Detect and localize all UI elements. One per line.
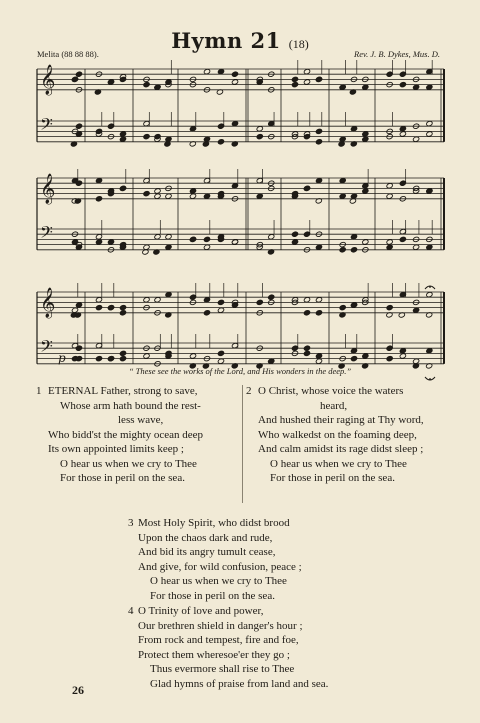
treble-clef-icon: 𝄞: [40, 288, 56, 318]
note-head: [362, 183, 369, 189]
note-head: [75, 71, 82, 77]
verse-line: Upon the chaos dark and rude,: [138, 531, 273, 544]
note-head: [268, 358, 275, 364]
note-head: [231, 183, 238, 189]
note-head: [217, 69, 224, 75]
note-head: [303, 69, 310, 75]
note-head: [426, 292, 433, 298]
note-head: [154, 84, 161, 90]
note-head: [217, 358, 224, 364]
note-head: [217, 139, 224, 145]
scripture-quote: “ These see the works of the Lord, and His wonders in the deep.”: [128, 366, 352, 376]
note-head: [203, 236, 210, 242]
note-head: [426, 84, 433, 90]
verse-line: heard,: [320, 399, 348, 412]
note-head: [303, 345, 310, 351]
note-head: [256, 193, 263, 199]
note-head: [386, 183, 393, 189]
note-head: [203, 193, 210, 199]
dynamic-mark: p: [58, 351, 66, 365]
note-head: [315, 178, 322, 184]
verse-1: [36, 384, 203, 486]
note-head: [107, 305, 114, 311]
note-head: [143, 82, 150, 88]
note-head: [399, 82, 406, 88]
verse-number: 2: [246, 385, 252, 397]
note-head: [268, 234, 275, 240]
note-head: [95, 297, 102, 303]
note-head: [413, 307, 420, 313]
note-head: [303, 185, 310, 191]
note-head: [165, 234, 172, 240]
verse-line: O hear us when we cry to Thee: [150, 575, 287, 587]
verse-number: 4: [128, 605, 134, 617]
verse-line: Who walkedst on the foaming deep,: [258, 428, 417, 441]
note-head: [119, 310, 126, 316]
fermata-dot: [429, 286, 431, 288]
bass-clef-icon: 𝄢: [40, 222, 53, 246]
verse-3: [128, 516, 302, 603]
verse-line: 1 ETERNAL Father, strong to save,: [36, 385, 198, 397]
verse-line: And bid its angry tumult cease,: [138, 546, 276, 558]
note-head: [189, 236, 196, 242]
note-head: [231, 71, 238, 77]
note-head: [426, 121, 433, 127]
verse-line: 2 O Christ, whose voice the waters: [246, 385, 404, 397]
note-head: [231, 121, 238, 127]
note-head: [119, 305, 126, 311]
fermata-dot: [429, 378, 431, 380]
note-head: [426, 131, 433, 137]
note-head: [303, 297, 310, 303]
note-head: [119, 131, 126, 137]
note-head: [315, 297, 322, 303]
bass-clef-icon: 𝄢: [40, 114, 53, 138]
note-head: [95, 356, 102, 362]
note-head: [143, 297, 150, 303]
bass-clef-icon: 𝄢: [40, 336, 53, 360]
note-head: [165, 79, 172, 85]
note-head: [303, 310, 310, 316]
note-head: [315, 139, 322, 145]
note-head: [119, 350, 126, 356]
note-head: [350, 348, 357, 354]
note-head: [291, 76, 298, 82]
note-head: [315, 310, 322, 316]
verse-line: 3 Most Holy Spirit, who didst brood: [128, 517, 290, 529]
note-head: [350, 302, 357, 308]
note-head: [386, 356, 393, 362]
verse-line: And hushed their raging at Thy word,: [258, 414, 424, 426]
verse-line: less wave,: [118, 414, 164, 426]
verse-line: For those in peril on the sea.: [270, 472, 395, 484]
note-head: [350, 247, 357, 253]
verse-line: For those in peril on the sea.: [150, 589, 275, 602]
note-head: [231, 79, 238, 85]
note-head: [165, 292, 172, 298]
note-head: [203, 297, 210, 303]
note-head: [231, 239, 238, 245]
note-head: [268, 294, 275, 300]
verse-line: O hear us when we cry to Thee: [60, 457, 197, 470]
note-head: [217, 299, 224, 305]
note-head: [362, 353, 369, 359]
note-head: [315, 76, 322, 82]
note-head: [413, 136, 420, 142]
note-head: [154, 297, 161, 303]
note-head: [203, 69, 210, 75]
note-head: [399, 348, 406, 354]
note-head: [75, 123, 82, 129]
note-head: [350, 234, 357, 240]
note-head: [75, 345, 82, 351]
note-head: [339, 178, 346, 184]
note-head: [291, 82, 298, 88]
note-head: [256, 134, 263, 140]
page-number: 26: [72, 683, 84, 697]
note-head: [315, 353, 322, 359]
note-head: [386, 305, 393, 311]
note-head: [256, 126, 263, 132]
note-head: [143, 134, 150, 140]
note-head: [75, 131, 82, 137]
note-head: [217, 307, 224, 313]
note-head: [189, 353, 196, 359]
note-head: [339, 247, 346, 253]
note-head: [362, 131, 369, 137]
note-head: [413, 244, 420, 250]
note-head: [362, 136, 369, 142]
note-head: [189, 188, 196, 194]
note-head: [303, 79, 310, 85]
note-head: [362, 84, 369, 90]
note-head: [315, 128, 322, 134]
note-head: [119, 356, 126, 362]
note-head: [154, 188, 161, 194]
note-head: [426, 348, 433, 354]
note-head: [107, 239, 114, 245]
verse-line: For those in peril on the sea.: [60, 472, 185, 484]
note-head: [95, 178, 102, 184]
note-head: [165, 193, 172, 199]
verse-2: [246, 384, 424, 486]
note-head: [303, 134, 310, 140]
column-divider: [242, 385, 243, 503]
note-head: [189, 126, 196, 132]
note-head: [95, 196, 102, 202]
note-head: [189, 193, 196, 199]
note-head: [426, 188, 433, 194]
tune-name: Melita (88 88 88).: [37, 49, 99, 59]
note-head: [315, 358, 322, 364]
verse-line: From rock and tempest, fire and foe,: [138, 634, 299, 646]
note-head: [203, 310, 210, 316]
note-head: [165, 244, 172, 250]
treble-clef-icon: 𝄞: [40, 65, 56, 95]
note-head: [95, 234, 102, 240]
note-head: [95, 239, 102, 245]
note-head: [107, 79, 114, 85]
hymn-number: (18): [288, 37, 309, 51]
note-head: [154, 234, 161, 240]
note-head: [339, 305, 346, 311]
note-head: [291, 231, 298, 237]
note-head: [143, 353, 150, 359]
note-head: [399, 353, 406, 359]
verse-number: 1: [36, 385, 42, 397]
note-head: [154, 193, 161, 199]
verse-line: O hear us when we cry to Thee: [270, 457, 407, 470]
verse-line: Whose arm hath bound the rest-: [60, 399, 201, 412]
note-head: [119, 76, 126, 82]
note-head: [291, 239, 298, 245]
verse-line: Its own appointed limits keep ;: [48, 443, 184, 455]
verse-4: [128, 604, 328, 691]
note-head: [350, 126, 357, 132]
note-head: [399, 126, 406, 132]
note-head: [303, 350, 310, 356]
verse-line: Thus evermore shall rise to Thee: [150, 663, 295, 675]
note-head: [413, 84, 420, 90]
note-head: [143, 191, 150, 197]
note-head: [339, 193, 346, 199]
verse-line: And give, for wild confusion, peace ;: [138, 560, 302, 573]
note-head: [399, 236, 406, 242]
verse-number: 3: [128, 517, 134, 529]
note-head: [107, 356, 114, 362]
note-head: [203, 244, 210, 250]
note-head: [256, 299, 263, 305]
verse-line: 4 O Trinity of love and power,: [128, 605, 264, 617]
note-head: [399, 131, 406, 137]
verse-line: Our brethren shield in danger's hour ;: [138, 619, 303, 632]
note-head: [315, 244, 322, 250]
note-head: [426, 244, 433, 250]
verse-line: Protect them wheresoe'er they go ;: [138, 648, 290, 661]
note-head: [119, 136, 126, 142]
note-head: [386, 244, 393, 250]
note-head: [256, 79, 263, 85]
note-head: [339, 84, 346, 90]
verse-line: And calm amidst its rage didst sleep ;: [258, 443, 424, 455]
verse-line: Who bidd'st the mighty ocean deep: [48, 428, 204, 441]
note-head: [362, 188, 369, 194]
hymn-title-text: Hymn 21: [171, 28, 281, 53]
note-head: [362, 239, 369, 245]
note-head: [386, 193, 393, 199]
verse-line: Glad hymns of praise from land and sea.: [150, 677, 329, 690]
composer-credit: Rev. J. B. Dykes, Mus. D.: [354, 49, 440, 59]
treble-clef-icon: 𝄞: [40, 174, 56, 204]
note-head: [71, 239, 78, 245]
note-head: [217, 350, 224, 356]
note-head: [75, 302, 82, 308]
note-head: [95, 305, 102, 311]
note-head: [350, 356, 357, 362]
note-head: [386, 239, 393, 245]
